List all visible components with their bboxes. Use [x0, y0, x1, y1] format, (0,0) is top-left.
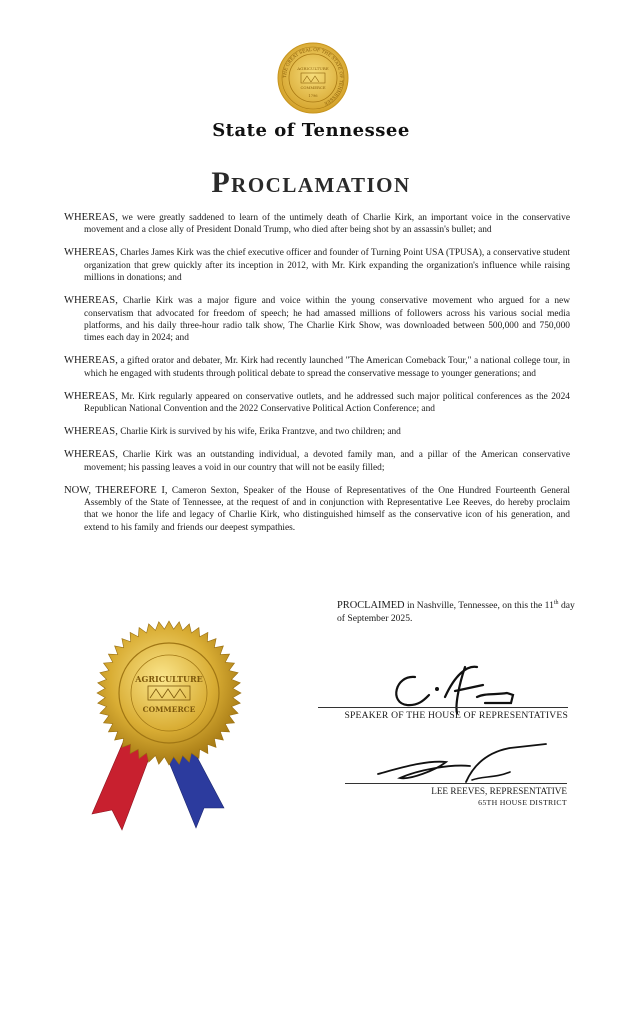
- gold-foil-seal: [94, 618, 244, 768]
- signature-line: [345, 783, 567, 784]
- state-title: State of Tennessee: [212, 120, 410, 141]
- therefore-paragraph: NOW, THEREFORE I, Cameron Sexton, Speaker of the House of Representatives of the One Hundred Fourteenth General Assembly of the State of Tennessee, at the request of and in conjunction with Representative Lee Reeves, do hereby proclaim that we honor the life and legacy of Charlie Kirk, who distinguished himself as the conservative icon of his generation, and extend to his family and friends our deepest sympathies.: [64, 484, 571, 533]
- whereas-paragraph: WHEREAS, Charlie Kirk was an outstanding individual, a devoted family man, and a pillar of the American conservative movement; his passing leaves a void in our country that will not be easily filled;: [64, 449, 570, 473]
- svg-text:AGRICULTURE: AGRICULTURE: [297, 66, 329, 71]
- representative-district: 65TH HOUSE DISTRICT: [478, 798, 567, 807]
- svg-text:1796: 1796: [308, 94, 318, 98]
- whereas-paragraph: WHEREAS, we were greatly saddened to learn of the untimely death of Charlie Kirk, an important voice in the conservative movement and a close ally of President Donald Trump, who died after being shot by an assassin's bullet; and: [64, 212, 570, 236]
- whereas-paragraph: WHEREAS, a gifted orator and debater, Mr. Kirk had recently launched "The American Comeback Tour," a national college tour, in which he engaged with students through political debate to spread the conservative message to younger generations; and: [64, 355, 570, 379]
- svg-text:AGRICULTURE: AGRICULTURE: [135, 674, 203, 684]
- proclamation-title: Proclamation: [211, 166, 411, 199]
- svg-text:COMMERCE: COMMERCE: [142, 705, 196, 714]
- signature-line: [318, 707, 568, 708]
- whereas-paragraph: WHEREAS, Mr. Kirk regularly appeared on conservative outlets, and he addressed such major political conferences as the 2024 Republican National Convention and the 2022 Conservative Political Action Conference; and: [64, 390, 570, 415]
- whereas-paragraph: WHEREAS, Charlie Kirk was a major figure and voice within the young conservative movement who argued for a new conservatism that advocated for freedom of speech; he had amassed millions of followers across his various social media platforms, and his daily three-hour radio talk show, The Charlie Kirk Show, was downloaded between 500,000 and 750,000 times each day in 2024; and: [64, 295, 570, 344]
- tennessee-state-seal: [277, 42, 349, 114]
- whereas-paragraph: WHEREAS, Charlie Kirk is survived by his wife, Erika Frantzve, and two children; and: [64, 426, 401, 438]
- proclamation-body: [64, 212, 570, 545]
- speaker-signature: [385, 655, 525, 715]
- proclaimed-statement: PROCLAIMED in Nashville, Tennessee, on this the 11th day of September 2025.: [337, 600, 575, 624]
- representative-name: LEE REEVES, REPRESENTATIVE: [431, 786, 567, 796]
- speaker-title: SPEAKER OF THE HOUSE OF REPRESENTATIVES: [344, 710, 568, 721]
- whereas-paragraph: WHEREAS, Charles James Kirk was the chief executive officer and founder of Turning Point USA (TPUSA), a conservative student organization that grew quickly after its inception in 2012, with Mr. Kirk expanding the organization's influence while raising millions in donations; and: [64, 247, 570, 284]
- representative-title: [345, 786, 567, 808]
- svg-text:THE GREAT SEAL OF THE STATE OF: THE GREAT SEAL OF THE STATE OF TENNESSEE: [282, 47, 344, 106]
- svg-text:COMMERCE: COMMERCE: [300, 85, 326, 90]
